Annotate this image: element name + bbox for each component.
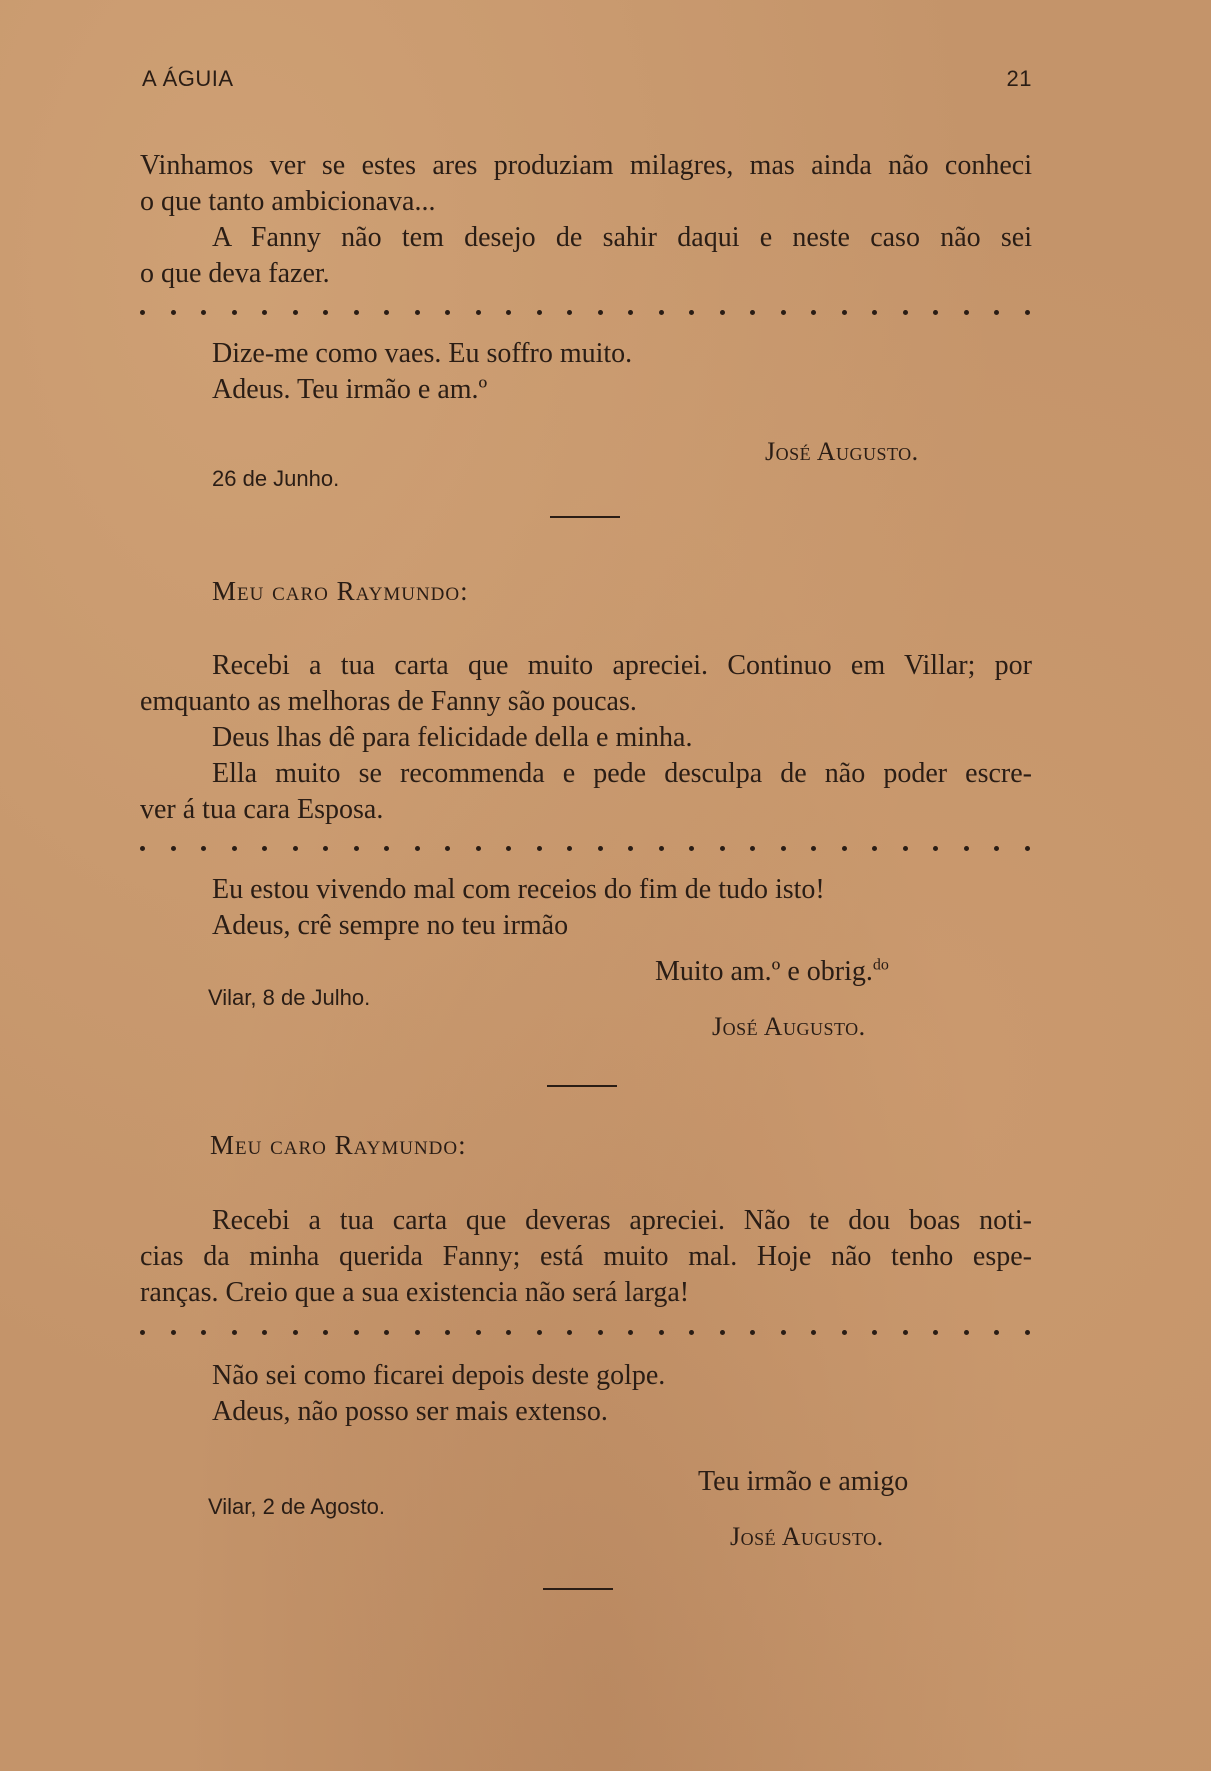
salutation: Meu caro Raymundo: [210, 1130, 467, 1160]
text-line: Recebi a tua carta que deveras apreciei. Não te dou boas noti- [212, 1205, 1032, 1236]
signature: José Augusto. [730, 1522, 884, 1551]
signature: José Augusto. [712, 1012, 866, 1041]
closing [655, 956, 889, 988]
text-line: Adeus. Teu irmão e am.º [212, 374, 488, 405]
text-line: Eu estou vivendo mal com receios do fim de tudo isto! [212, 874, 825, 905]
page-number: 21 [1006, 66, 1032, 91]
text-line: emquanto as melhoras de Fanny são poucas. [140, 686, 637, 717]
letter3-paragraph-1 [140, 1203, 1032, 1311]
ellipsis-row [140, 838, 1030, 858]
letter-date: Vilar, 2 de Agosto. [208, 1494, 385, 1519]
separator-rule [543, 1588, 613, 1590]
letter1-paragraph-2 [140, 220, 1032, 292]
letter2-paragraph-3 [140, 756, 1032, 828]
letter1-paragraph-3 [140, 336, 1032, 408]
text-line: Deus lhas dê para felicidade della e minha. [212, 722, 693, 753]
letter-date: 26 de Junho. [212, 466, 340, 491]
signature: José Augusto. [765, 437, 919, 466]
text-line: A Fanny não tem desejo de sahir daqui e neste caso não sei [212, 222, 1032, 253]
letter2-paragraph-1 [140, 648, 1032, 720]
separator-rule [547, 1085, 617, 1087]
letter1-paragraph-1 [140, 148, 1032, 220]
separator-rule [550, 516, 620, 518]
letter2-paragraph-4 [140, 872, 1032, 944]
text-line: Adeus, crê sempre no teu irmão [212, 910, 569, 941]
ellipsis-row [140, 302, 1030, 322]
text-line: ranças. Creio que a sua existencia não será larga! [140, 1277, 690, 1308]
text-line: Adeus, não posso ser mais extenso. [212, 1396, 608, 1427]
letter2-paragraph-2 [140, 720, 1032, 756]
text-line: Recebi a tua carta que muito apreciei. Continuo em Villar; por [212, 650, 1032, 681]
closing-text: Muito am.º e obrig. [655, 956, 873, 987]
journal-title: A ÁGUIA [142, 66, 234, 91]
salutation: Meu caro Raymundo: [212, 576, 469, 606]
text-line: Não sei como ficarei depois deste golpe. [212, 1360, 666, 1391]
text-line: Dize-me como vaes. Eu soffro muito. [212, 338, 633, 369]
ellipsis-row [140, 1322, 1030, 1342]
closing: Teu irmão e amigo [698, 1466, 909, 1497]
running-header [142, 66, 1032, 106]
text-line: o que deva fazer. [140, 258, 330, 289]
text-line: Ella muito se recommenda e pede desculpa de não poder escre- [212, 758, 1032, 789]
text-line: o que tanto ambicionava... [140, 186, 436, 217]
letter3-paragraph-2 [140, 1358, 1032, 1430]
text-line: cias da minha querida Fanny; está muito mal. Hoje não tenho espe- [140, 1241, 1032, 1272]
text-line: Vinhamos ver se estes ares produziam milagres, mas ainda não conheci [140, 150, 1032, 181]
text-line: ver á tua cara Esposa. [140, 794, 384, 825]
closing-superscript: do [872, 956, 889, 974]
letter-date: Vilar, 8 de Julho. [208, 985, 371, 1010]
